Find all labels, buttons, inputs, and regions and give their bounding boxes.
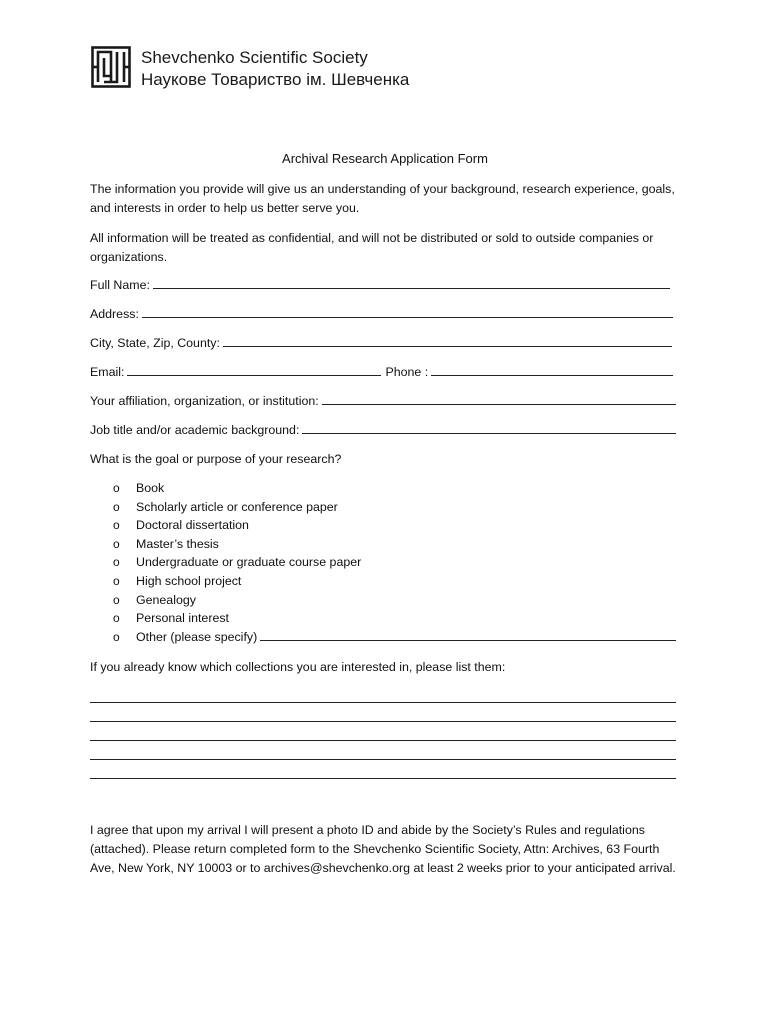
email-phone-row (90, 363, 673, 382)
collections-blank-line[interactable] (90, 740, 676, 741)
goal-option-label: Master’s thesis (136, 536, 219, 551)
goal-option[interactable] (113, 609, 676, 628)
address-field[interactable] (90, 305, 673, 324)
goal-option-label: Undergraduate or graduate course paper (136, 555, 362, 570)
goal-option-label: Other (please specify) (136, 629, 258, 644)
email-line[interactable] (127, 363, 381, 376)
address-label: Address: (90, 307, 139, 321)
full-name-line[interactable] (153, 276, 670, 289)
goal-option[interactable] (113, 535, 676, 554)
affiliation-field[interactable] (90, 392, 676, 411)
intro-paragraph: The information you provide will give us an understanding of your background, research experience, goals, and interests in order to help us better serve you. (90, 182, 675, 215)
full-name-label: Full Name: (90, 278, 150, 292)
job-title-label: Job title and/or academic background: (90, 423, 300, 437)
collections-blank-line[interactable] (90, 702, 676, 703)
option-bullet: o (113, 629, 120, 644)
affiliation-label: Your affiliation, organization, or institution: (90, 394, 319, 408)
collections-blank-line[interactable] (90, 721, 676, 722)
goal-option[interactable] (113, 572, 676, 591)
affiliation-line[interactable] (322, 392, 676, 405)
goal-option-other[interactable] (113, 628, 676, 647)
email-label: Email: (90, 365, 125, 379)
collections-blank-line[interactable] (90, 778, 676, 779)
phone-label: Phone : (385, 365, 429, 379)
city-state-zip-field[interactable] (90, 334, 672, 353)
goal-option[interactable] (113, 498, 676, 517)
option-bullet: o (113, 574, 120, 588)
organization-name (141, 47, 409, 91)
org-name-english: Shevchenko Scientific Society (141, 48, 368, 67)
address-line[interactable] (142, 305, 673, 318)
org-name-ukrainian: Наукове Товариство ім. Шевченка (141, 70, 410, 89)
goal-option-label: Genealogy (136, 592, 196, 607)
agreement-paragraph: I agree that upon my arrival I will present a photo ID and abide by the Society’s Rules and regulations (attached). Please return completed form to the Shevchenko Scientific Society, Attn: Archives, 63 Fourth Ave, New York, NY 10003 or to archives@shevchenko.org at least 2 weeks prior to your anticipated arrival. (90, 823, 676, 875)
option-bullet: o (113, 555, 120, 570)
phone-line[interactable] (431, 363, 673, 376)
option-bullet: o (113, 592, 120, 607)
collections-question: If you already know which collections you are interested in, please list them: (90, 660, 506, 674)
goal-option-label: Book (136, 481, 165, 495)
goal-option[interactable] (113, 516, 676, 535)
option-bullet: o (113, 499, 120, 514)
goal-option-label: Doctoral dissertation (136, 518, 249, 533)
city-state-zip-line[interactable] (223, 334, 672, 347)
greek-key-logo-icon (91, 46, 131, 88)
goal-option[interactable] (113, 479, 676, 498)
goal-option[interactable] (113, 591, 676, 610)
goal-question: What is the goal or purpose of your research? (90, 452, 342, 466)
option-bullet: o (113, 481, 120, 495)
option-bullet: o (113, 518, 120, 533)
collections-blank-line[interactable] (90, 759, 676, 760)
full-name-field[interactable] (90, 276, 670, 295)
goal-option-label: Personal interest (136, 611, 229, 626)
goal-option[interactable] (113, 553, 676, 572)
goal-option-label: Scholarly article or conference paper (136, 499, 338, 514)
option-bullet: o (113, 611, 120, 626)
option-bullet: o (113, 536, 120, 551)
other-specify-line[interactable] (260, 628, 676, 641)
confidentiality-paragraph: All information will be treated as confidential, and will not be distributed or sold to outside companies or organizations. (90, 231, 654, 264)
city-state-zip-label: City, State, Zip, County: (90, 336, 220, 350)
job-title-field[interactable] (90, 421, 676, 440)
goal-option-label: High school project (136, 574, 242, 588)
form-title: Archival Research Application Form (282, 151, 488, 166)
job-title-line[interactable] (302, 421, 676, 434)
